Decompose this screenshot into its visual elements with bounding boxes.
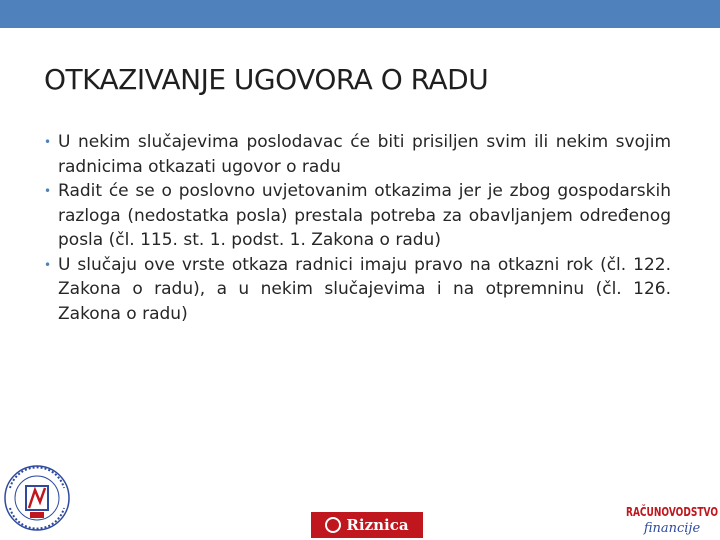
association-seal-logo	[2, 458, 72, 538]
bullet-list	[44, 130, 671, 326]
bullet-text: U nekim slučajevima poslodavac će biti prisiljen svim ili nekim svojim radnicima otkazati ugovor o radu	[58, 132, 671, 177]
riznica-logo	[311, 512, 423, 538]
top-accent-bar	[0, 0, 720, 28]
bullet-item	[44, 179, 671, 253]
riznica-emblem-icon	[325, 517, 341, 533]
bullet-text: Radit će se o poslovno uvjetovanim otkazima jer je zbog gospodarskih razloga (nedostatka posla) prestala potreba za obavljanjem određenog posla (čl. 115. st. 1. podst. 1. Zakona o radu)	[58, 181, 671, 250]
racunovodstvo-financije-logo	[624, 498, 720, 540]
logo-text-top: RAČUNOVODSTVO	[626, 504, 718, 519]
logo-text-bottom: financije	[643, 521, 701, 536]
bullet-item	[44, 253, 671, 327]
bullet-dot-icon: •	[44, 257, 52, 272]
slide-title: OTKAZIVANJE UGOVORA O RADU	[44, 63, 489, 96]
bullet-dot-icon: •	[44, 135, 52, 149]
bullet-dot-icon: •	[44, 184, 52, 198]
riznica-logo-text: Riznica	[346, 516, 409, 534]
bullet-text: U slučaju ove vrste otkaza radnici imaju pravo na otkazni rok (čl. 122. Zakona o radu), a u nekim slučajevima i na otpremninu (čl. 126. Zakona o radu)	[58, 254, 671, 324]
bullet-item	[44, 130, 671, 179]
